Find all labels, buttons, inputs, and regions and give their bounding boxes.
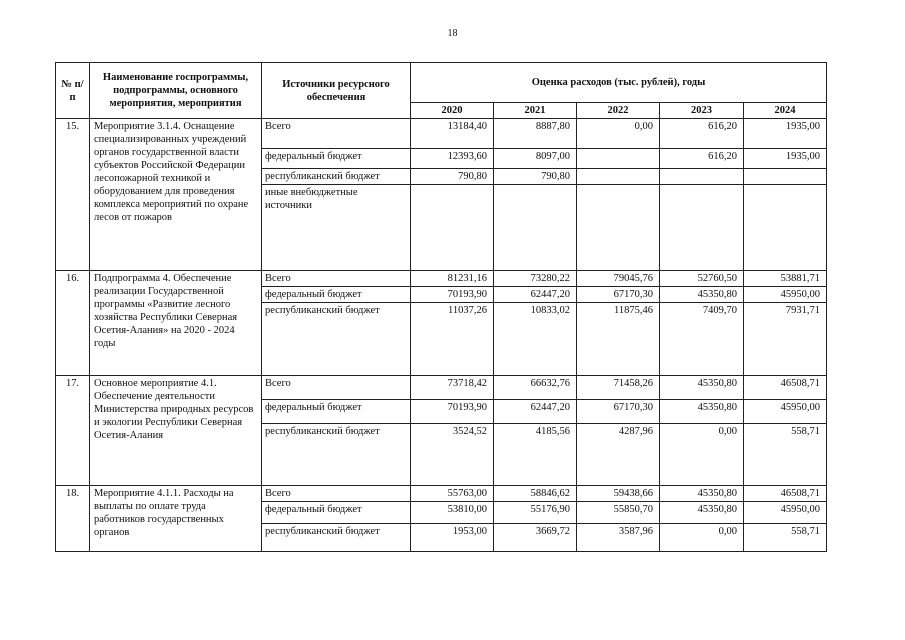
funding-source: республиканский бюджет (262, 524, 411, 552)
cost-value: 1953,00 (411, 524, 494, 552)
cost-value: 45950,00 (744, 400, 827, 424)
cost-value (744, 185, 827, 271)
cost-value: 71458,26 (577, 376, 660, 400)
cost-value: 81231,16 (411, 271, 494, 287)
cost-value: 0,00 (577, 119, 660, 149)
funding-source: Всего (262, 486, 411, 502)
cost-value (577, 185, 660, 271)
header-year: 2024 (744, 103, 827, 119)
cost-value: 558,71 (744, 424, 827, 486)
funding-source: федеральный бюджет (262, 287, 411, 303)
cost-value: 79045,76 (577, 271, 660, 287)
row-number: 18. (56, 486, 90, 552)
cost-value: 45350,80 (660, 287, 744, 303)
funding-source: Всего (262, 376, 411, 400)
cost-value: 70193,90 (411, 400, 494, 424)
funding-source: Всего (262, 271, 411, 287)
cost-value: 7409,70 (660, 303, 744, 376)
row-number: 17. (56, 376, 90, 486)
header-costs: Оценка расходов (тыс. рублей), годы (411, 63, 827, 103)
cost-value: 1935,00 (744, 119, 827, 149)
table-row (56, 486, 827, 502)
cost-value (411, 185, 494, 271)
cost-value: 67170,30 (577, 400, 660, 424)
cost-value: 0,00 (660, 424, 744, 486)
cost-value (660, 169, 744, 185)
cost-value: 70193,90 (411, 287, 494, 303)
cost-value: 4287,96 (577, 424, 660, 486)
cost-value (660, 185, 744, 271)
table-header (56, 63, 827, 119)
table-row (56, 119, 827, 149)
program-name: Мероприятие 4.1.1. Расходы на выплаты по оплате труда работников государственных органов (90, 486, 262, 552)
cost-value: 3524,52 (411, 424, 494, 486)
cost-value (494, 185, 577, 271)
cost-value: 45350,80 (660, 376, 744, 400)
header-year: 2021 (494, 103, 577, 119)
cost-value: 3587,96 (577, 524, 660, 552)
cost-value: 8097,00 (494, 149, 577, 169)
cost-value (577, 149, 660, 169)
cost-value: 45350,80 (660, 400, 744, 424)
cost-value: 55850,70 (577, 502, 660, 524)
row-number: 15. (56, 119, 90, 271)
cost-value: 8887,80 (494, 119, 577, 149)
cost-value: 46508,71 (744, 486, 827, 502)
funding-source: федеральный бюджет (262, 149, 411, 169)
cost-value: 45950,00 (744, 287, 827, 303)
table-body (56, 119, 827, 552)
cost-value: 45350,80 (660, 486, 744, 502)
cost-value: 790,80 (411, 169, 494, 185)
cost-value: 616,20 (660, 119, 744, 149)
header-year: 2020 (411, 103, 494, 119)
cost-value: 3669,72 (494, 524, 577, 552)
cost-value: 53881,71 (744, 271, 827, 287)
funding-source: республиканский бюджет (262, 169, 411, 185)
funding-source: Всего (262, 119, 411, 149)
funding-source: федеральный бюджет (262, 502, 411, 524)
cost-value: 11037,26 (411, 303, 494, 376)
cost-value: 558,71 (744, 524, 827, 552)
cost-value: 11875,46 (577, 303, 660, 376)
header-num: № п/п (56, 63, 90, 119)
funding-source: иные внебюджетные источники (262, 185, 411, 271)
cost-value: 13184,40 (411, 119, 494, 149)
cost-value: 4185,56 (494, 424, 577, 486)
row-number: 16. (56, 271, 90, 376)
cost-value: 52760,50 (660, 271, 744, 287)
cost-value: 67170,30 (577, 287, 660, 303)
header-name: Наименование госпрограммы, подпрограммы, основного мероприятия, мероприятия (90, 63, 262, 119)
cost-value: 10833,02 (494, 303, 577, 376)
page-number: 18 (447, 28, 458, 39)
cost-value: 53810,00 (411, 502, 494, 524)
header-year: 2023 (660, 103, 744, 119)
cost-value: 58846,62 (494, 486, 577, 502)
cost-value: 55763,00 (411, 486, 494, 502)
cost-value: 59438,66 (577, 486, 660, 502)
header-year: 2022 (577, 103, 660, 119)
program-name: Мероприятие 3.1.4. Оснащение специализированных учреждений органов государственной власти субъектов Российской Федерации лесопожарной техникой и оборудованием для проведения комплекса мероприятий по охране лесов от пожаров (90, 119, 262, 271)
cost-value: 0,00 (660, 524, 744, 552)
cost-value: 1935,00 (744, 149, 827, 169)
cost-value: 7931,71 (744, 303, 827, 376)
cost-value: 45950,00 (744, 502, 827, 524)
cost-value: 73280,22 (494, 271, 577, 287)
cost-value (744, 169, 827, 185)
cost-value (577, 169, 660, 185)
table-row (56, 376, 827, 400)
cost-value: 616,20 (660, 149, 744, 169)
expenditure-table (55, 62, 827, 552)
cost-value: 62447,20 (494, 287, 577, 303)
cost-value: 12393,60 (411, 149, 494, 169)
cost-value: 45350,80 (660, 502, 744, 524)
cost-value: 790,80 (494, 169, 577, 185)
cost-value: 55176,90 (494, 502, 577, 524)
funding-source: федеральный бюджет (262, 400, 411, 424)
table-row (56, 271, 827, 287)
cost-value: 46508,71 (744, 376, 827, 400)
program-name: Основное мероприятие 4.1. Обеспечение деятельности Министерства природных ресурсов и экологии Республики Северная Осетия-Алания (90, 376, 262, 486)
cost-value: 66632,76 (494, 376, 577, 400)
funding-source: республиканский бюджет (262, 424, 411, 486)
header-source: Источники ресурсного обеспечения (262, 63, 411, 119)
funding-source: республиканский бюджет (262, 303, 411, 376)
program-name: Подпрограмма 4. Обеспечение реализации Государственной программы «Развитие лесного хозяйства Республики Северная Осетия-Алания» на 2020 - 2024 годы (90, 271, 262, 376)
cost-value: 62447,20 (494, 400, 577, 424)
cost-value: 73718,42 (411, 376, 494, 400)
